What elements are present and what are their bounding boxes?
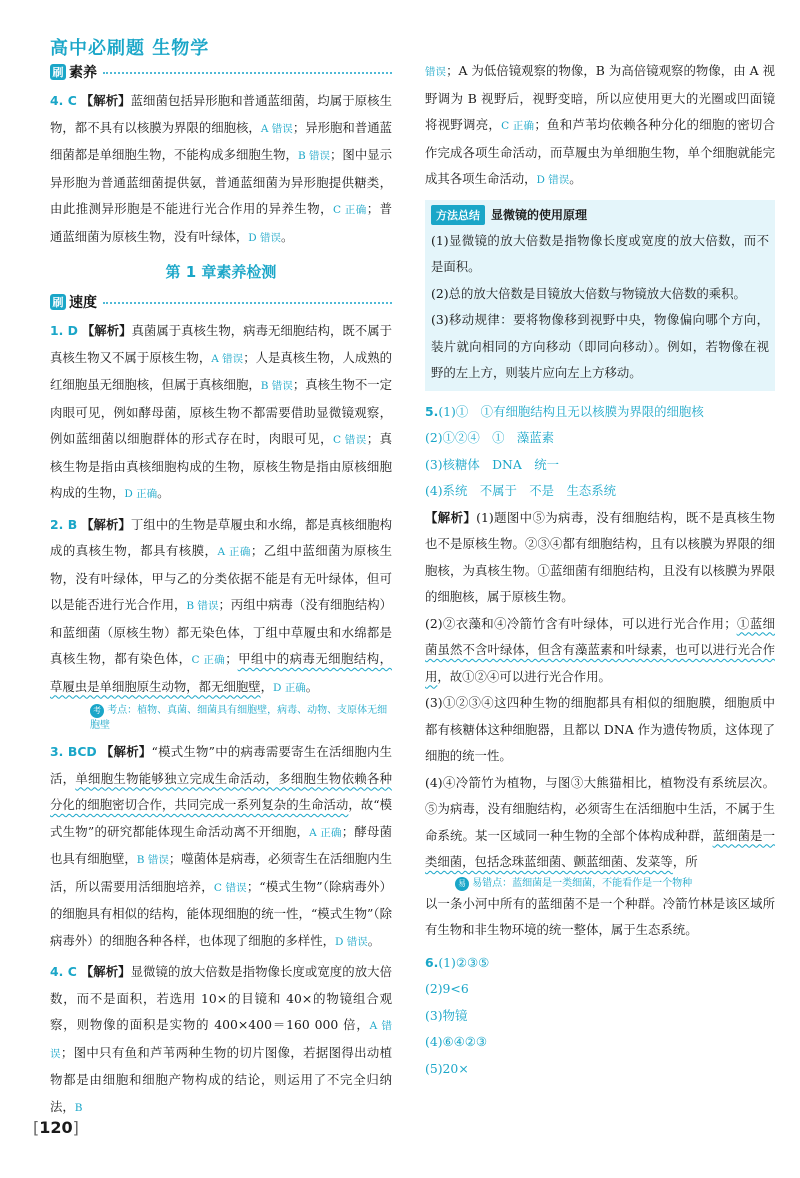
text: 。 [367, 932, 381, 948]
question-number: 6. [425, 954, 439, 970]
text: (4)④冷箭竹为植物，与图③大熊猫相比，植物没有系统层次。⑤为病毒，没有细胞结构，必须寄生在活细胞中生活，不属于生命系统。某一区域同一种生物的全部个体构成种群， [425, 774, 775, 843]
text: ； [225, 651, 238, 666]
dotted-divider [103, 72, 392, 74]
underlined-key-point: 单细胞生物能够独立完成生命活动，多细胞生物依赖各种分化的细胞密切合作，共同完成一系列复杂的生命活动 [50, 770, 393, 812]
judgement-mark: D 错误 [248, 231, 282, 244]
answer-q4b [50, 959, 392, 1121]
text: ；真核生物不一定肉眼可见，例如酵母菌，原核生物不都需要借助显微镜观察，例如蓝细菌以细胞群体的形式存在时，肉眼可见， [50, 377, 392, 446]
judgement-mark: A 正确 [217, 546, 251, 558]
judgement-mark: B 错误 [260, 380, 293, 392]
judgement-mark: 错误 [425, 66, 447, 78]
judgement-mark: D 错误 [536, 174, 570, 186]
answer-line [425, 950, 775, 977]
judgement-mark: C 错误 [213, 881, 247, 894]
answer-q4b-continued [425, 58, 775, 194]
text: ；丙组中病毒（没有细胞结构）和蓝细菌（原核生物）都无染色体，丁组中草履虫和水绵都是真核生物，都有染色体， [50, 597, 393, 666]
text: ；“模式生物”（除病毒外）的细胞具有相似的结构，能体现细胞的统一性，“模式生物”（除病毒外）的细胞各种各样，也体现了细胞的多样性， [50, 878, 392, 948]
judgement-mark: C 正确 [191, 654, 226, 666]
method-point: (3)移动规律：要将物像移到视野中央，物像偏向哪个方向，装片就向相同的方向移动（即同向移动）。例如，若物像在视野的左上方，则装片应向左上方移动。 [431, 312, 769, 380]
answer-q6 [425, 950, 775, 1083]
brush-icon: 刷 [50, 294, 66, 310]
question-number: 3. BCD [50, 744, 97, 759]
text: ；噬菌体是病毒，必须寄生在活细胞内生活，所以需要用活细胞培养， [50, 851, 392, 894]
exam-point-note [90, 703, 392, 733]
judgement-mark: A 错误 [260, 122, 293, 135]
method-point: (1)显微镜的放大倍数是指物像长度或宽度的放大倍数，而不是面积。 [431, 232, 769, 274]
chapter-title: 第 1 章素养检测 [165, 263, 277, 281]
judgement-mark: B 错误 [136, 854, 169, 866]
answer-q1 [50, 318, 392, 508]
judgement-mark: D 正确 [124, 488, 158, 500]
page-number [33, 1118, 79, 1137]
answer-line: (4)系统 不属于 不是 生态系统 [425, 483, 617, 498]
answer-line: (2)9<6 [425, 981, 469, 996]
text: ，故①②④可以进行光合作用。 [437, 668, 611, 684]
text: 真菌属于真核生物，病毒无细胞结构，既不属于真核生物又不属于原核生物， [50, 323, 392, 365]
text: ；鱼和芦苇均依赖各种分化的细胞的密切合作完成各项生命活动，而草履虫为单细胞生物，单个细胞就能完成其各项生命活动， [425, 117, 776, 186]
page-number-text: 120 [39, 1118, 73, 1137]
text: ；人是真核生物，人成熟的红细胞虽无细胞核，但属于真核细胞， [50, 349, 393, 392]
judgement-mark: C 错误 [332, 434, 367, 446]
answer-q4a [50, 88, 392, 251]
judgement-mark: B 错误 [297, 150, 331, 162]
question-number: 1. D [50, 323, 78, 338]
underlined-key-point: 蓝细菌是一类细菌，包括念珠蓝细菌、颤蓝细菌、发菜等 [425, 827, 776, 869]
judgement-mark: B 错误 [186, 600, 219, 612]
left-column [50, 60, 392, 1121]
error-prone-note [455, 876, 775, 891]
bracket-right: ] [72, 1118, 79, 1137]
method-point: (2)总的放大倍数是目镜放大倍数与物镜放大倍数的乘积。 [431, 285, 746, 301]
text: ；异形胞和普通蓝细菌都是单细胞生物，不能构成多细胞生物， [50, 119, 393, 162]
underlined-key-point: 甲组中的病毒无细胞结构，草履虫是单细胞原生动物，都无细胞壁 [50, 651, 393, 694]
text: 。 [305, 678, 319, 694]
analysis-label: 【解析】 [80, 964, 131, 979]
answer-line: (5)20× [425, 1060, 469, 1076]
text: ；A 为低倍镜观察的物像，B 为高倍镜观察的物像，由 A 视野调为 B 视野后，视野变暗，所以应使用更大的光圈或凹面镜将视野调亮， [425, 63, 775, 132]
answer-line: (3)物镜 [425, 1007, 468, 1023]
text: ；图中显示异形胞为普通蓝细菌提供氨，普通蓝细菌为异形胞提供糖类，由此推测异形胞是不能进行光合作用的异养生物， [50, 147, 393, 216]
text: ；普通蓝细菌为原核生物，没有叶绿体， [50, 201, 393, 244]
text: “模式生物”中的病毒需要寄生在活细胞内生活， [50, 744, 392, 786]
answer-text: (1)① ①有细胞结构且无以核膜为界限的细胞核 [438, 403, 704, 419]
judgement-mark: A 正确 [309, 826, 342, 839]
note-text: 易错点：蓝细菌是一类细菌，不能看作是一个物种 [472, 877, 693, 889]
note-text: 考点：植物、真菌、细菌具有细胞壁，病毒、动物、支原体无细胞壁 [90, 705, 388, 731]
method-summary-header [431, 202, 769, 228]
text: 丁组中的生物是草履虫和水绵，都是真核细胞构成的真核生物，都具有核膜， [50, 516, 392, 558]
book-title: 高中必刷题 生物学 [50, 38, 210, 59]
answer-line: (4)⑥④②③ [425, 1034, 487, 1049]
explanation [425, 611, 775, 691]
judgement-mark: A 错误 [50, 1020, 392, 1060]
judgement-mark: D 错误 [334, 935, 368, 948]
exam-point-icon: 考 [90, 704, 104, 718]
explanation: (3)①②③④这四种生物的细胞都具有相似的细胞膜，细胞质中都有核糖体这种细胞器，且都以 DNA 作为遗传物质，这体现了细胞的统一性。 [425, 695, 775, 763]
analysis-label: 【解析】 [81, 323, 132, 338]
section-header-suyang [50, 60, 392, 84]
judgement-mark: A 错误 [211, 352, 244, 365]
text: 显微镜的放大倍数是指物像长度或宽度的放大倍数，而不是面积，若选用 10×的目镜和 40×的物镜组合观察，则物像的面积是实物的 400×400＝160 000 倍， [50, 964, 392, 1032]
judgement-mark: B [74, 1101, 83, 1114]
question-number: 4. C [50, 964, 77, 979]
judgement-mark: C 正确 [332, 204, 367, 216]
text: ，故“模式生物”的研究都能体现生命活动离不开细胞， [50, 797, 393, 839]
brush-icon: 刷 [50, 64, 66, 80]
text: 。 [157, 485, 170, 500]
text: ，所 [672, 854, 698, 869]
underlined-key-point: ①蓝细菌虽然不含叶绿体，但含有藻蓝素和叶绿素，也可以进行光合作用 [425, 615, 775, 684]
answer-q2 [50, 512, 392, 702]
method-title: 显微镜的使用原理 [491, 208, 588, 222]
answer-line: (2)①②④ ① 藻蓝素 [425, 430, 555, 445]
section-label: 素养 [69, 65, 97, 81]
analysis-label: 【解析】 [80, 93, 131, 108]
answer-line [425, 399, 775, 426]
text: ；酵母菌也具有细胞壁， [50, 823, 393, 866]
text: ， [260, 678, 274, 694]
section-header-sudu [50, 290, 392, 314]
explanation: 以一条小河中所有的蓝细菌不是一个种群。冷箭竹林是该区域所有生物和非生物环境的统一整体，属于生态系统。 [425, 895, 775, 937]
text: (1)题图中⑤为病毒，没有细胞结构，既不是真核生物也不是原核生物。②③④都有细胞结构，且有以核膜为界限的细胞核，为真核生物。①蓝细菌有细胞结构，且没有以核膜为界限的细胞核，属于原核生物。 [425, 509, 776, 604]
right-column [425, 58, 775, 1082]
judgement-mark: D 正确 [273, 681, 306, 694]
method-tag: 方法总结 [431, 205, 485, 225]
method-summary-box [425, 200, 775, 391]
question-number: 4. C [50, 93, 77, 108]
question-number: 5. [425, 403, 439, 419]
analysis-label: 【解析】 [81, 516, 131, 532]
question-number: 2. B [50, 516, 78, 532]
explanation [425, 770, 775, 876]
answer-q5 [425, 399, 775, 944]
text: ；图中只有鱼和芦苇两种生物的切片图像，若据图得出动植物都是由细胞和细胞产物构成的结论，则运用了不完全归纳法， [50, 1044, 392, 1114]
bracket-left: [ [33, 1118, 40, 1137]
text: 。 [569, 171, 582, 186]
answer-q3 [50, 739, 392, 955]
error-point-icon: 易 [455, 877, 469, 891]
analysis-label: 【解析】 [425, 509, 477, 525]
text: ；乙组中蓝细菌为原核生物，没有叶绿体，甲与乙的分类依据不能是有无叶绿体，但可以是能否进行光合作用， [50, 543, 393, 612]
answer-text: (1)②③⑤ [438, 954, 490, 970]
text: 。 [281, 228, 294, 244]
explanation [425, 505, 775, 611]
judgement-mark: C 正确 [501, 120, 535, 132]
analysis-label: 【解析】 [100, 744, 152, 759]
answer-line: (3)核糖体 DNA 统一 [425, 456, 560, 472]
text: ；真核生物是指由真核细胞构成的生物，原核生物是指由原核细胞构成的生物， [50, 431, 393, 500]
dotted-divider [103, 302, 392, 304]
text: (2)②衣藻和④冷箭竹含有叶绿体，可以进行光合作用； [425, 615, 737, 631]
section-label: 速度 [69, 295, 97, 311]
text: 蓝细菌包括异形胞和普通蓝细菌，均属于原核生物，都不具有以核膜为界限的细胞核， [50, 93, 392, 135]
